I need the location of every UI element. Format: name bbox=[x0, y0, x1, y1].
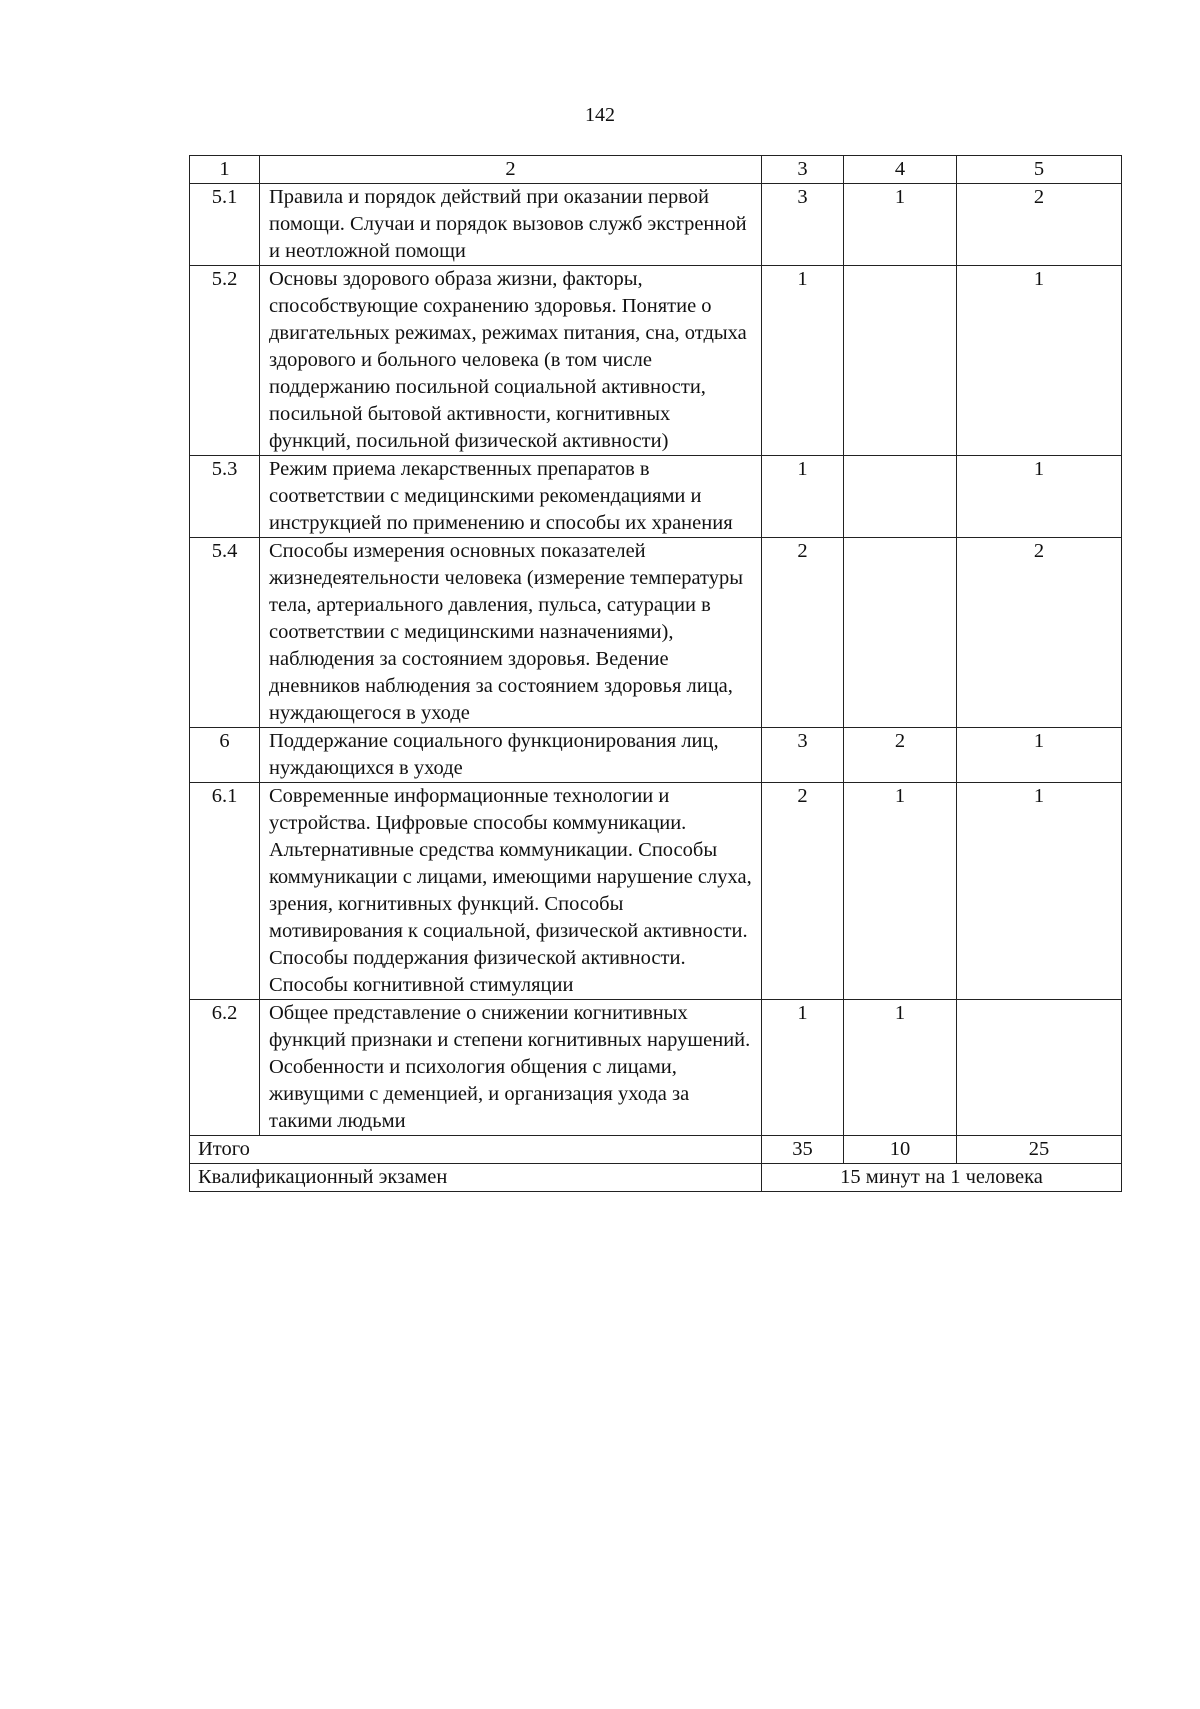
row-topic: Общее представление о снижении когнитивных функций признаки и степени когнитивных нарушений. Особенности и психология общения с лицами, живущими с деменцией, и организация ухода за такими людьми bbox=[260, 1000, 762, 1136]
total-label: Итого bbox=[190, 1136, 762, 1164]
header-cell: 1 bbox=[190, 156, 260, 184]
exam-label: Квалификационный экзамен bbox=[190, 1164, 762, 1192]
total-hours-practice: 25 bbox=[957, 1136, 1122, 1164]
row-hours-total: 2 bbox=[762, 783, 844, 1000]
table-row bbox=[190, 456, 1122, 538]
row-topic: Современные информационные технологии и устройства. Цифровые способы коммуникации. Альтернативные средства коммуникации. Способы коммуникации с лицами, имеющими нарушение слуха, зрения, когнитивных функций. Способы мотивирования к социальной, физической активности. Способы поддержания физической активности. Способы когнитивной стимуляции bbox=[260, 783, 762, 1000]
row-hours-practice bbox=[957, 1000, 1122, 1136]
total-hours-theory: 10 bbox=[844, 1136, 957, 1164]
header-row bbox=[190, 156, 1122, 184]
row-hours-practice: 2 bbox=[957, 184, 1122, 266]
row-hours-practice: 1 bbox=[957, 456, 1122, 538]
row-number: 6 bbox=[190, 728, 260, 783]
row-hours-theory: 1 bbox=[844, 184, 957, 266]
table-row bbox=[190, 1000, 1122, 1136]
header-cell: 3 bbox=[762, 156, 844, 184]
row-hours-theory: 1 bbox=[844, 783, 957, 1000]
row-topic: Правила и порядок действий при оказании первой помощи. Случаи и порядок вызовов служб экстренной и неотложной помощи bbox=[260, 184, 762, 266]
row-topic: Основы здорового образа жизни, факторы, способствующие сохранению здоровья. Понятие о двигательных режимах, режимах питания, сна, отдыха здорового и больного человека (в том числе поддержанию посильной социальной активности, посильной бытовой активности, когнитивных функций, посильной физической активности) bbox=[260, 266, 762, 456]
total-row bbox=[190, 1136, 1122, 1164]
row-hours-total: 1 bbox=[762, 266, 844, 456]
table-row bbox=[190, 184, 1122, 266]
row-hours-theory: 1 bbox=[844, 1000, 957, 1136]
row-hours-theory bbox=[844, 456, 957, 538]
total-hours-total: 35 bbox=[762, 1136, 844, 1164]
header-cell: 2 bbox=[260, 156, 762, 184]
table-row bbox=[190, 783, 1122, 1000]
exam-duration: 15 минут на 1 человека bbox=[762, 1164, 1122, 1192]
row-hours-practice: 1 bbox=[957, 728, 1122, 783]
row-hours-practice: 1 bbox=[957, 783, 1122, 1000]
header-cell: 5 bbox=[957, 156, 1122, 184]
row-hours-practice: 2 bbox=[957, 538, 1122, 728]
row-number: 5.3 bbox=[190, 456, 260, 538]
row-hours-total: 2 bbox=[762, 538, 844, 728]
row-hours-theory bbox=[844, 538, 957, 728]
row-topic: Способы измерения основных показателей жизнедеятельности человека (измерение температуры тела, артериального давления, пульса, сатурации в соответствии с медицинскими назначениями), наблюдения за состоянием здоровья. Ведение дневников наблюдения за состоянием здоровья лица, нуждающегося в уходе bbox=[260, 538, 762, 728]
curriculum-table bbox=[189, 155, 1122, 1192]
page-number: 142 bbox=[585, 104, 615, 126]
row-hours-practice: 1 bbox=[957, 266, 1122, 456]
exam-row bbox=[190, 1164, 1122, 1192]
row-hours-theory bbox=[844, 266, 957, 456]
row-hours-total: 1 bbox=[762, 456, 844, 538]
row-number: 6.1 bbox=[190, 783, 260, 1000]
row-hours-total: 1 bbox=[762, 1000, 844, 1136]
table-row bbox=[190, 538, 1122, 728]
row-number: 5.2 bbox=[190, 266, 260, 456]
row-topic: Режим приема лекарственных препаратов в соответствии с медицинскими рекомендациями и инструкцией по применению и способы их хранения bbox=[260, 456, 762, 538]
row-number: 6.2 bbox=[190, 1000, 260, 1136]
row-number: 5.4 bbox=[190, 538, 260, 728]
header-cell: 4 bbox=[844, 156, 957, 184]
table-row bbox=[190, 728, 1122, 783]
row-topic: Поддержание социального функционирования лиц, нуждающихся в уходе bbox=[260, 728, 762, 783]
row-hours-total: 3 bbox=[762, 728, 844, 783]
row-hours-total: 3 bbox=[762, 184, 844, 266]
row-number: 5.1 bbox=[190, 184, 260, 266]
row-hours-theory: 2 bbox=[844, 728, 957, 783]
table-row bbox=[190, 266, 1122, 456]
